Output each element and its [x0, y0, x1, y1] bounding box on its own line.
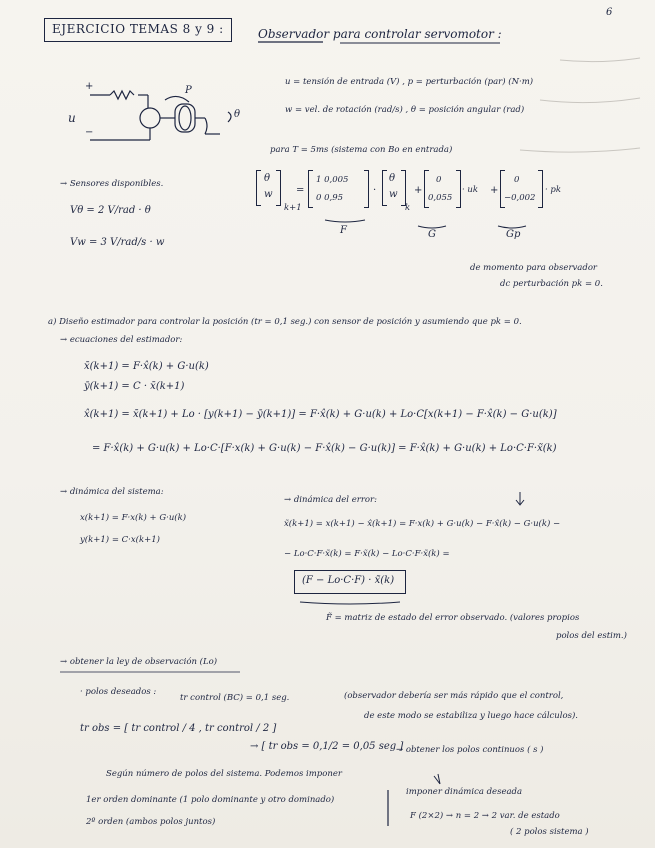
- label-G: G: [428, 229, 436, 240]
- continuous-poles: → obtener los polos continuos ( s ): [396, 745, 544, 755]
- error-eq-1: x̃(k+1) = x(k+1) − x̂(k+1) = F·x(k) + G·u(k) − F·x̂(k) − G·u(k) −: [284, 519, 561, 529]
- lhs-theta: θ: [264, 173, 271, 184]
- estimator-eq-3: x̂(k+1) = x̄(k+1) + Lo · [y(k+1) − ȳ(k+1)] = F·x̂(k) + G·u(k) + Lo·C[x(k+1) − F·x̂(k) − G·u(k)]: [84, 409, 557, 420]
- G-bottom: 0,055: [428, 193, 453, 203]
- poles-label: · polos deseados :: [80, 687, 157, 697]
- pk-note-1: de momento para observador: [470, 263, 597, 273]
- G-bracket-right: [456, 170, 461, 208]
- estimator-eq-4: = F·x̂(k) + G·u(k) + Lo·C·[F·x(k) + G·u(k) − F·x̂(k) − G·u(k)] = F·x̂(k) + G·u(k) + Lo·C·F·x̃(k): [92, 443, 557, 454]
- motor-circuit: [90, 91, 231, 140]
- Gp-bracket-right: [538, 170, 543, 208]
- lhs-bracket-left: [256, 170, 261, 206]
- F-row-1: 1 0,005: [316, 175, 349, 185]
- estimator-eq-1: x̄(k+1) = F·x̂(k) + G·u(k): [84, 361, 209, 372]
- x-bracket-right: [401, 170, 406, 206]
- remark-2: de este modo se estabiliza y luego hace cálculos).: [364, 711, 578, 721]
- page-subtitle: Observador para controlar servomotor :: [258, 27, 502, 41]
- motor-minus: −: [85, 127, 94, 138]
- error-result: (F − Lo·C·F) · x̃(k): [302, 575, 395, 586]
- x-theta: θ: [389, 173, 396, 184]
- x-w: w: [389, 189, 398, 200]
- motor-u-label: u: [68, 111, 76, 125]
- footnote-1: Según número de polos del sistema. Podemos imponer: [106, 769, 342, 779]
- label-F: F: [340, 225, 347, 236]
- motor-p-label: P: [185, 85, 192, 96]
- error-note-2: polos del estim.): [556, 631, 627, 641]
- dynamics-eq-2: y(k+1) = C·x(k+1): [80, 535, 160, 545]
- estimator-eq-2: ȳ(k+1) = C · x̄(k+1): [84, 381, 185, 392]
- tr-obs-formula: tr obs = [ tr control / 4 , tr control / 2 ]: [80, 723, 277, 734]
- G-top: 0: [436, 175, 442, 185]
- system-size: F (2×2) → n = 2 → 2 var. de estado: [410, 811, 560, 821]
- lhs-subscript: k+1: [284, 203, 302, 213]
- lhs-w: w: [264, 189, 273, 200]
- tr-control: tr control (BC) = 0,1 seg.: [180, 693, 290, 703]
- law-title: → obtener la ley de observación (Lo): [60, 657, 218, 667]
- pk-note-2: dc perturbación pk = 0.: [500, 279, 603, 289]
- x-bracket-left: [382, 170, 387, 206]
- page-title: EJERCICIO TEMAS 8 y 9 :: [52, 22, 224, 36]
- footnote-3: 2º orden (ambos polos juntos): [86, 817, 216, 827]
- page-number: 6: [606, 7, 613, 18]
- F-bracket-left: [308, 170, 313, 208]
- F-bracket-right: [364, 170, 369, 208]
- estimator-title: → ecuaciones del estimador:: [60, 335, 183, 345]
- impose-dynamics: imponer dinámica deseada: [406, 787, 523, 797]
- uk-term: · uk: [462, 185, 479, 195]
- footnote-2: 1er orden dominante (1 polo dominante y otro dominado): [86, 795, 335, 805]
- lhs-bracket-right: [276, 170, 281, 206]
- dynamics-eq-1: x(k+1) = F·x(k) + G·u(k): [80, 513, 187, 523]
- sensors-title: → Sensores disponibles.: [60, 179, 164, 189]
- sensor-position: Vθ = 2 V/rad · θ: [70, 205, 151, 216]
- motor-plus: +: [85, 81, 94, 92]
- x-subscript: k: [405, 203, 411, 213]
- Gp-top: 0: [514, 175, 520, 185]
- error-title: → dinámica del error:: [284, 495, 377, 505]
- part-a-statement: a) Diseño estimador para controlar la posición (tr = 0,1 seg.) con sensor de posición y asumiendo que pk = 0.: [48, 317, 522, 327]
- error-note-1: F̃ = matriz de estado del error observado. (valores propios: [326, 613, 580, 623]
- sampling-period: para T = 5ms (sistema con Bo en entrada): [270, 145, 453, 155]
- notebook-page: 6 EJERCICIO TEMAS 8 y 9 : Observador para controlar servomotor : + u − P θ u = tensión de entrada (V) , p = perturbación (par) (N·m) w = vel. de rotación (rad/s) , θ = posición angular (rad) para T = 5ms (sistema con Bo en entrada) → Sensores disponibles. Vθ = 2 V/rad · θ Vw = 3 V/rad/s · w θ w k+1 = 1 0,005 0 0,95 · θ w k + 0 0,055 · uk + 0 −0,002 · pk F G Gp de momento para observador dc perturbación pk = 0. a) Diseño estimador para controlar la posición (tr = 0,1 seg.) con sensor de posición y asumiendo que pk = 0. → ecuaciones del estimador: x̄(k+1) = F·x̂(k) + G·u(k) ȳ(k+1) = C · x̄(k+1) x̂(k+1) = x̄(k+1) + Lo · [y(k+1) − ȳ(k+1)] = F·x̂(k) + G·u(k) + Lo·C[x(k+1) − F·x̂(k) − G·u(k)] = F·x̂(k) + G·u(k) + Lo·C·[F·x(k) + G·u(k) − F·x̂(k) − G·u(k)] = F·x̂(k) + G·u(k) + Lo·C·F·x̃(k) → dinámica del sistema: x(k+1) = F·x(k) + G·u(k) y(k+1) = C·x(k+1) → dinámica del error: x̃(k+1) = x(k+1) − x̂(k+1) = F·x(k) + G·u(k) − F·x̂(k) − G·u(k) − − Lo·C·F·x̃(k) = F·x̃(k) − Lo·C·F·x̃(k) = (F − Lo·C·F) · x̃(k) F̃ = matriz de estado del error observado. (valores propios polos del estim.) → obtener la ley de observación (Lo) · polos deseados : tr control (BC) = 0,1 seg. (observador debería ser más rápido que el control, de este modo se estabiliza y luego hace cálculos). tr obs = [ tr control / 4 , tr control / 2 ] → [ tr obs = 0,1/2 = 0,05 seg ] → obtener los polos continuos ( s ) Según número de polos del sistema. Podemos imponer 1er orden dominante (1 polo dominante y otro dominado) 2º orden (ambos polos juntos) imponer dinámica deseada F (2×2) → n = 2 → 2 var. de estado ( 2 polos sistema ): [0, 0, 655, 848]
- pk-term: · pk: [545, 185, 561, 195]
- dynamics-title: → dinámica del sistema:: [60, 487, 164, 497]
- tr-obs-result: → [ tr obs = 0,1/2 = 0,05 seg ]: [250, 741, 404, 752]
- remark-1: (observador debería ser más rápido que el control,: [344, 691, 564, 701]
- motor-theta-label: θ: [234, 109, 241, 120]
- Gp-bottom: −0,002: [504, 193, 536, 203]
- label-Gp: Gp: [506, 229, 521, 240]
- error-eq-2: − Lo·C·F·x̃(k) = F·x̃(k) − Lo·C·F·x̃(k) =: [284, 549, 450, 559]
- system-size-2: ( 2 polos sistema ): [510, 827, 589, 837]
- sensor-velocity: Vw = 3 V/rad/s · w: [70, 237, 165, 248]
- F-row-2: 0 0,95: [316, 193, 344, 203]
- def-line-2: w = vel. de rotación (rad/s) , θ = posición angular (rad): [285, 105, 525, 115]
- def-line-1: u = tensión de entrada (V) , p = perturbación (par) (N·m): [285, 77, 534, 87]
